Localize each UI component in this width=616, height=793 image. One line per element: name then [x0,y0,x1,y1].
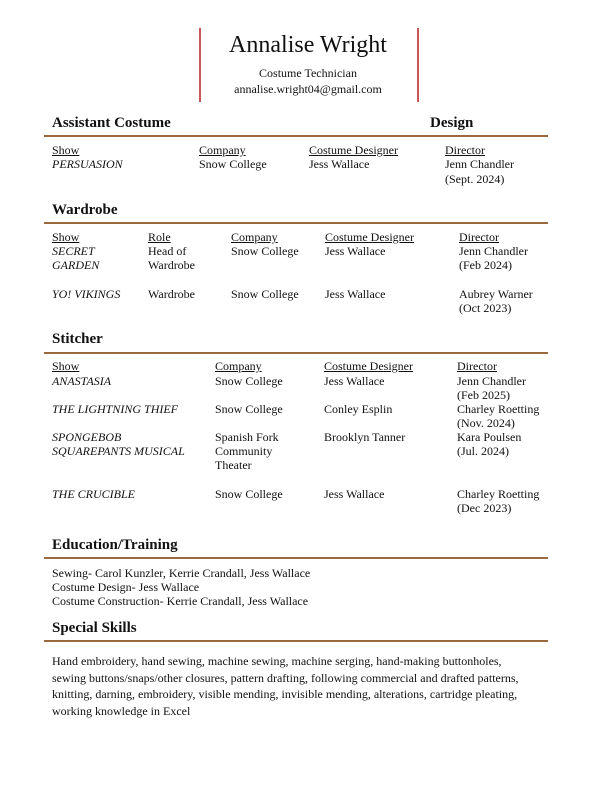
show-title: YO! VIKINGS [52,287,121,301]
col-header-company: Company [231,230,278,244]
costume-designer: Jess Wallace [309,157,370,171]
col-header-show: Show [52,359,80,373]
director: Kara Poulsen [457,430,522,444]
show-title: SECRET [52,244,95,258]
show-title: PERSUASION [52,157,123,171]
show-title-cont: GARDEN [52,258,100,272]
section-heading-wardrobe: Wardrobe [52,202,118,218]
date: (Sept. 2024) [445,172,505,186]
date: (Nov. 2024) [457,416,515,430]
col-header-designer: Costume Designer [325,230,414,244]
section-heading-stitcher: Stitcher [52,331,103,347]
company: Snow College [199,157,267,171]
show-title: THE CRUCIBLE [52,487,136,501]
col-header-company: Company [199,143,246,157]
education-line: Sewing- Carol Kunzler, Kerrie Crandall, Jess Wallace [52,566,311,580]
date: (Dec 2023) [457,501,512,515]
section-rule [44,222,548,224]
col-header-company: Company [215,359,262,373]
director: Aubrey Warner [459,287,533,301]
show-title: SPONGEBOB [52,430,122,444]
email[interactable]: annalise.wright04@gmail.com [234,82,382,96]
section-rule [44,557,548,559]
director: Jenn Chandler [457,374,526,388]
costume-designer: Jess Wallace [325,244,386,258]
company: Snow College [215,374,283,388]
company: Snow College [215,402,283,416]
company: Snow College [231,244,299,258]
section-rule [44,352,548,354]
costume-designer: Jess Wallace [324,374,385,388]
date: (Oct 2023) [459,301,512,315]
costume-designer: Jess Wallace [325,287,386,301]
skills-paragraph: Hand embroidery, hand sewing, machine sewing, machine serging, hand-making buttonholes, sewing buttons/snaps/other closures, pattern drafting, following commercial and drafted patterns, knitting, darning, embroidery, visible mending, invisible mending, alterations, cartridge pleating, working knowledge in Excel [52,654,519,718]
costume-designer: Jess Wallace [324,487,385,501]
show-title: ANASTASIA [52,374,112,388]
date: (Feb 2025) [457,388,510,402]
role-cont: Wardrobe [148,258,196,272]
date: (Feb 2024) [459,258,512,272]
company: Snow College [231,287,299,301]
company-cont: Theater [215,458,252,472]
col-header-show: Show [52,230,80,244]
costume-designer: Conley Esplin [324,402,393,416]
director: Charley Roetting [457,402,540,416]
resume-name: Annalise Wright [229,32,387,58]
section-heading-assistant-design: Design [430,115,474,131]
company: Spanish Fork [215,430,279,444]
show-title-cont: SQUAREPANTS MUSICAL [52,444,185,458]
show-title: THE LIGHTNING THIEF [52,402,179,416]
col-header-role: Role [148,230,171,244]
costume-designer: Brooklyn Tanner [324,430,406,444]
director: Charley Roetting [457,487,540,501]
job-title: Costume Technician [259,66,357,80]
section-rule [44,135,548,137]
role: Wardrobe [148,287,196,301]
section-heading-assistant: Assistant Costume [52,115,171,131]
date: (Jul. 2024) [457,444,509,458]
role: Head of [148,244,187,258]
company: Snow College [215,487,283,501]
section-heading-education: Education/Training [52,537,178,553]
education-line: Costume Design- Jess Wallace [52,580,200,594]
col-header-director: Director [457,359,497,373]
col-header-show: Show [52,143,80,157]
director: Jenn Chandler [445,157,514,171]
col-header-director: Director [445,143,485,157]
col-header-designer: Costume Designer [309,143,398,157]
director: Jenn Chandler [459,244,528,258]
col-header-director: Director [459,230,499,244]
section-heading-skills: Special Skills [52,620,137,636]
education-line: Costume Construction- Kerrie Crandall, Jess Wallace [52,594,309,608]
section-rule [44,640,548,642]
col-header-designer: Costume Designer [324,359,413,373]
company-cont: Community [215,444,273,458]
